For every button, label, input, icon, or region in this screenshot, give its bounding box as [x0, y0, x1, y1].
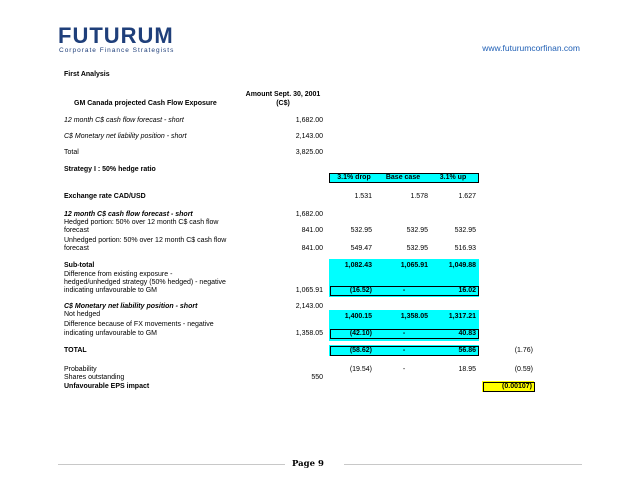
- hedged-label-2: forecast: [64, 227, 89, 234]
- diff2-up: 40.83: [458, 330, 476, 337]
- scenario-base: Base case: [385, 174, 421, 181]
- exposure-monetary-label: C$ Monetary net liability position - short: [64, 133, 187, 140]
- hedged-drop: 532.95: [350, 227, 372, 234]
- nothedged-label: Not hedged: [64, 311, 101, 318]
- hedged-base: 532.95: [406, 227, 428, 234]
- cf-value: 1,682.00: [295, 211, 323, 218]
- eps-label: Unfavourable EPS impact: [64, 383, 150, 390]
- diff1-up: 16.02: [458, 287, 476, 294]
- probability-base: -: [402, 366, 406, 373]
- unhedged-up: 516.93: [454, 245, 476, 252]
- column-label: GM Canada projected Cash Flow Exposure: [74, 100, 217, 107]
- subtotal-drop: 1,082.43: [344, 262, 372, 269]
- shares-label: Shares outstanding: [64, 374, 125, 381]
- unhedged-base: 532.95: [406, 245, 428, 252]
- unhedged-label-2: forecast: [64, 245, 89, 252]
- diff1-label-1: Difference from existing exposure -: [64, 271, 173, 278]
- logo-wordmark: FUTURUM: [58, 23, 174, 48]
- total-drop: (58.62): [349, 347, 372, 354]
- diff2-drop: (42.10): [349, 330, 372, 337]
- total-extra: (1.76): [514, 347, 533, 354]
- total-up: 56.86: [458, 347, 476, 354]
- unhedged-amount: 841.00: [301, 245, 323, 252]
- probability-up: 18.95: [458, 366, 476, 373]
- exposure-total-value: 3,825.00: [295, 149, 323, 156]
- nothedged-drop: 1,400.15: [344, 313, 372, 320]
- probability-drop: (19.54): [349, 366, 372, 373]
- diff1-label-3: indicating unfavourable to GM: [64, 287, 157, 294]
- exposure-cf-value: 1,682.00: [295, 117, 323, 124]
- probability-label: Probability: [64, 366, 97, 373]
- website-url[interactable]: www.futurumcorfinan.com: [482, 43, 580, 53]
- scenario-up: 3.1% up: [439, 174, 467, 181]
- scenario-drop: 3.1% drop: [337, 174, 371, 181]
- footer-rule-left: [58, 464, 285, 465]
- exposure-total-label: Total: [64, 149, 79, 156]
- diff1-amount: 1,065.91: [295, 287, 323, 294]
- monetary-value: 2,143.00: [295, 303, 323, 310]
- diff2-amount: 1,358.05: [295, 330, 323, 337]
- total-base: -: [402, 347, 406, 354]
- probability-extra: (0.59): [514, 366, 533, 373]
- subtotal-up: 1,049.88: [448, 262, 476, 269]
- fx-drop: 1.531: [354, 193, 372, 200]
- amount-header-1: Amount Sept. 30, 2001: [245, 91, 321, 98]
- cf-label: 12 month C$ cash flow forecast - short: [64, 211, 193, 218]
- diff1-drop: (16.52): [349, 287, 372, 294]
- hedged-label-1: Hedged portion: 50% over 12 month C$ cash flow: [64, 219, 219, 226]
- diff2-label-1: Difference because of FX movements - negative: [64, 321, 214, 328]
- diff1-label-2: hedged/unhedged strategy (50% hedged) - negative: [64, 279, 226, 286]
- hedged-amount: 841.00: [301, 227, 323, 234]
- diff1-base: -: [402, 287, 406, 294]
- logo-tagline: Corporate Finance Strategists: [59, 47, 175, 54]
- amount-header-2: (C$): [276, 100, 290, 107]
- unhedged-drop: 549.47: [350, 245, 372, 252]
- strategy-label: Strategy I : 50% hedge ratio: [64, 166, 156, 173]
- futurum-logo: [58, 23, 175, 55]
- subtotal-label: Sub-total: [64, 262, 95, 269]
- page-title: First Analysis: [64, 71, 110, 78]
- fx-label: Exchange rate CAD/USD: [64, 193, 146, 200]
- exposure-monetary-value: 2,143.00: [295, 133, 323, 140]
- exposure-cf-label: 12 month C$ cash flow forecast - short: [64, 117, 184, 124]
- nothedged-base: 1,358.05: [400, 313, 428, 320]
- monetary-label: C$ Monetary net liability position - short: [64, 303, 198, 310]
- eps-value: (0.00107): [502, 383, 532, 390]
- page-number: Page 9: [292, 459, 324, 469]
- fx-base: 1.578: [410, 193, 428, 200]
- total-label: TOTAL: [64, 347, 87, 354]
- footer-rule-right: [344, 464, 582, 465]
- unhedged-label-1: Unhedged portion: 50% over 12 month C$ cash flow: [64, 237, 227, 244]
- fx-up: 1.627: [458, 193, 476, 200]
- diff2-label-2: indicating unfavourable to GM: [64, 330, 157, 337]
- nothedged-up: 1,317.21: [448, 313, 476, 320]
- hedged-up: 532.95: [454, 227, 476, 234]
- shares-value: 550: [311, 374, 323, 381]
- subtotal-base: 1,065.91: [400, 262, 428, 269]
- diff2-base: -: [402, 330, 406, 337]
